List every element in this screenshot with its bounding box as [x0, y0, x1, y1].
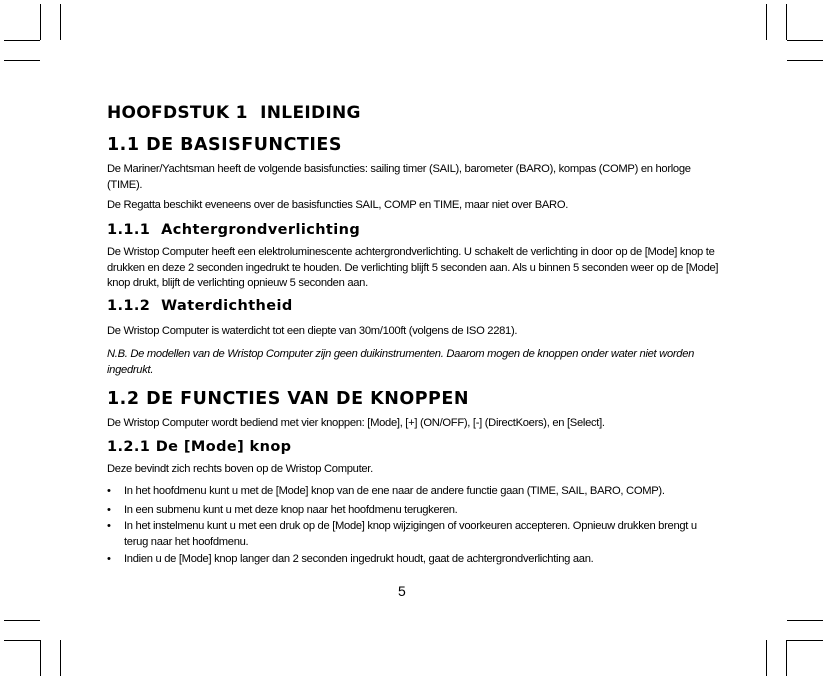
bullet-icon: • [107, 553, 111, 565]
crop-mark [4, 620, 40, 621]
crop-mark [60, 4, 61, 40]
paragraph: De Mariner/Yachtsman heeft de volgende basisfuncties: sailing timer (SAIL), barometer (BARO), kompas (COMP) en horloge (TIME). [107, 163, 691, 191]
list-item [107, 503, 719, 519]
crop-mark [40, 640, 41, 676]
page-number: 5 [398, 583, 406, 599]
crop-mark [4, 640, 40, 641]
crop-mark [786, 4, 787, 40]
list-item [107, 484, 719, 500]
crop-mark [786, 640, 787, 676]
section-title-1-1: 1.1 DE BASISFUNCTIES [107, 135, 342, 155]
crop-mark [40, 4, 41, 40]
crop-mark [787, 60, 823, 61]
section-title-1-1-1: 1.1.1 Achtergrondverlichting [107, 222, 361, 238]
crop-mark [4, 60, 40, 61]
bullet-icon: • [107, 504, 111, 516]
bullet-icon: • [107, 520, 111, 532]
paragraph: De Wristop Computer is waterdicht tot een diepte van 30m/100ft (volgens de ISO 2281). [107, 325, 518, 337]
list-item [107, 552, 719, 568]
paragraph: De Wristop Computer wordt bediend met vier knoppen: [Mode], [+] (ON/OFF), [-] (DirectKoers), en [Select]. [107, 417, 605, 429]
crop-mark [787, 620, 823, 621]
section-title-1-2: 1.2 DE FUNCTIES VAN DE KNOPPEN [107, 389, 469, 409]
paragraph: De Wristop Computer heeft een elektroluminescente achtergrondverlichting. U schakelt de verlichting in door op de [Mode] knop te drukken en deze 2 seconden ingedrukt te houden. De verlichting blijft 5 seconden aan. Als u binnen 5 seconden weer op de [Mode] knop drukt, blijft de verlichting opnieuw 5 seconden aan. [107, 246, 719, 289]
list-item-text: In het hoofdmenu kunt u met de [Mode] knop van de ene naar de andere functie gaan (TIME, SAIL, BARO, COMP). [124, 485, 665, 497]
paragraph: Deze bevindt zich rechts boven op de Wristop Computer. [107, 463, 373, 475]
list-item-text: In een submenu kunt u met deze knop naar het hoofdmenu terugkeren. [124, 504, 458, 516]
bullet-icon: • [107, 485, 111, 497]
list-item [107, 519, 719, 550]
crop-mark [60, 640, 61, 676]
crop-mark [787, 40, 823, 41]
chapter-title: HOOFDSTUK 1 INLEIDING [107, 103, 361, 123]
section-title-1-2-1: 1.2.1 De [Mode] knop [107, 439, 292, 455]
crop-mark [4, 40, 40, 41]
note-paragraph: N.B. De modellen van de Wristop Computer zijn geen duikinstrumenten. Daarom mogen de knoppen onder water niet worden ingedrukt. [107, 348, 695, 376]
section-title-1-1-2: 1.1.2 Waterdichtheid [107, 298, 293, 314]
paragraph: De Regatta beschikt eveneens over de basisfuncties SAIL, COMP en TIME, maar niet over BARO. [107, 199, 569, 211]
list-item-text: In het instelmenu kunt u met een druk op de [Mode] knop wijzigingen of voorkeuren accepteren. Opnieuw drukken brengt u terug naar het hoofdmenu. [124, 520, 697, 548]
crop-mark [766, 640, 767, 676]
list-item-text: Indien u de [Mode] knop langer dan 2 seconden ingedrukt houdt, gaat de achtergrondverlichting aan. [124, 553, 594, 565]
crop-mark [766, 4, 767, 40]
crop-mark [787, 640, 823, 641]
